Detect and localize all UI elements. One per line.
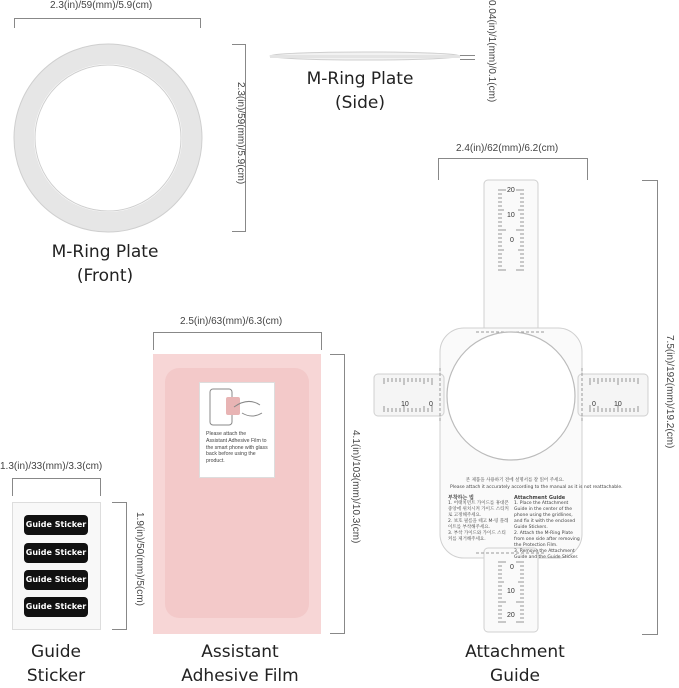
- sticker-title-line1: Guide: [31, 642, 81, 662]
- sticker-height-dim: 1.9(in)/50(mm)/5(cm): [134, 512, 145, 606]
- sticker-width-tick-right: [100, 478, 101, 496]
- film-width-tick-left: [153, 332, 154, 350]
- sticker-width-line: [12, 478, 101, 479]
- guide-width-tick-left: [438, 158, 439, 180]
- guide-left-step-3: 3. 부착 가이드와 가이드 스티커를 제거해주세요.: [448, 531, 506, 542]
- ring-front-title-line2: (Front): [76, 266, 134, 286]
- film-title-line1: Assistant: [201, 642, 279, 662]
- ring-front-width-tick-right: [200, 18, 201, 28]
- guide-left-step-1: 1. 어태치먼트 가이드를 휴대폰 중앙에 위치시켜 가이드 스티커로 고정해주세요.: [448, 501, 509, 518]
- guide-left-step-2: 2. 보호 필름을 떼고 M-링 플레이트를 부착해주세요.: [448, 519, 509, 530]
- film-height-line: [344, 354, 345, 634]
- guide-left-heading: 부착하는 법: [448, 495, 474, 501]
- ring-front-title: [30, 240, 180, 288]
- guide-height-line: [657, 180, 658, 635]
- guide-right-scale-10: 10: [614, 401, 622, 408]
- guide-left-scale-0: 0: [429, 401, 433, 408]
- ring-side-thickness-dim: 0.04(in)/1(mm)/0.1(cm): [486, 0, 497, 103]
- guide-width-tick-right: [587, 158, 588, 180]
- guide-bottom-scale-20: 20: [507, 612, 515, 619]
- guide-width-line: [438, 158, 588, 159]
- guide-height-tick-bottom: [642, 634, 658, 635]
- guide-title: [430, 640, 600, 688]
- ring-side-image: [265, 50, 465, 64]
- guide-left-scale-10: 10: [401, 401, 409, 408]
- guide-top-scale-20: 20: [507, 187, 515, 194]
- guide-sticker-sheet: [12, 502, 101, 630]
- guide-title-line2: Guide: [490, 666, 540, 686]
- ring-front-height-dim: 2.3(in)/59(mm)/5.9(cm): [235, 82, 246, 185]
- guide-top-scale-10: 10: [507, 212, 515, 219]
- adhesive-film-image: [153, 354, 321, 634]
- ring-front-width-dim: 2.3(in)/59(mm)/5.9(cm): [50, 0, 153, 11]
- guide-right-scale-0: 0: [592, 401, 596, 408]
- guide-right-step-3: 3. Remove the Attachment Guide and the Guide Sticker.: [514, 549, 579, 560]
- film-width-dim: 2.5(in)/63(mm)/6.3(cm): [180, 316, 283, 327]
- guide-title-line1: Attachment: [465, 642, 565, 662]
- guide-sticker-1: Guide Sticker: [24, 515, 88, 535]
- guide-korean-notice: 본 제품을 사용하기 전에 설명서를 잘 읽어 주세요.: [465, 478, 565, 483]
- sticker-width-tick-left: [12, 478, 13, 496]
- guide-width-dim: 2.4(in)/62(mm)/6.2(cm): [456, 143, 559, 154]
- sticker-height-line: [126, 502, 127, 630]
- sticker-title: [0, 640, 112, 688]
- film-width-tick-right: [321, 332, 322, 350]
- film-title-line2: Adhesive Film: [181, 666, 299, 686]
- guide-english-notice: Please attach it accurately according to the manual as it is not reattachable.: [450, 485, 623, 490]
- guide-height-dim: 7.5(in)/192(mm)/19.2(cm): [664, 335, 675, 449]
- ring-side-title-line2: (Side): [334, 93, 386, 113]
- guide-top-scale-0: 0: [510, 237, 514, 244]
- ring-front-height-tick-bottom: [232, 231, 246, 232]
- ring-front-image: [14, 44, 202, 232]
- ring-front-width-tick-left: [14, 18, 15, 28]
- guide-sticker-2: Guide Sticker: [24, 543, 88, 563]
- film-height-tick-bottom: [330, 633, 345, 634]
- ring-side-title: [285, 67, 435, 115]
- film-width-line: [153, 332, 322, 333]
- ring-front-width-line: [14, 18, 201, 19]
- sticker-title-line2: Sticker: [26, 666, 86, 686]
- film-title: [160, 640, 320, 688]
- guide-left-instructions: [448, 495, 510, 553]
- guide-sticker-3: Guide Sticker: [24, 570, 88, 590]
- sticker-width-dim: 1.3(in)/33(mm)/3.3(cm): [0, 461, 103, 472]
- guide-right-step-1: 1. Place the Attachment Guide in the center of the phone using the gridlines, and fix it with the enclosed Guide Stickers.: [514, 501, 576, 530]
- sticker-height-tick-bottom: [112, 629, 127, 630]
- adhesive-film-card-text: Please attach the Assistant Adhesive Film to the smart phone with glass back before using the product.: [206, 431, 268, 465]
- ring-front-height-tick-top: [232, 44, 246, 45]
- guide-right-instructions: [514, 495, 580, 560]
- guide-right-step-2: 2. Attach the M-Ring Plate from one side after removing the Protection Film.: [514, 531, 580, 548]
- phone-hand-illustration: [200, 383, 272, 431]
- ring-side-tick-bottom: [460, 59, 475, 60]
- film-height-tick-top: [330, 354, 345, 355]
- guide-right-heading: Attachment Guide: [514, 495, 566, 501]
- guide-bottom-scale-10: 10: [507, 588, 515, 595]
- adhesive-film-card: [199, 382, 275, 478]
- sticker-height-tick-top: [112, 502, 127, 503]
- ring-side-title-line1: M-Ring Plate: [306, 69, 414, 89]
- guide-sticker-4: Guide Sticker: [24, 597, 88, 617]
- film-height-dim: 4.1(in)/103(mm)/10.3(cm): [350, 430, 361, 544]
- guide-bottom-scale-0: 0: [510, 564, 514, 571]
- ring-side-tick-top: [460, 55, 475, 56]
- ring-front-title-line1: M-Ring Plate: [51, 242, 159, 262]
